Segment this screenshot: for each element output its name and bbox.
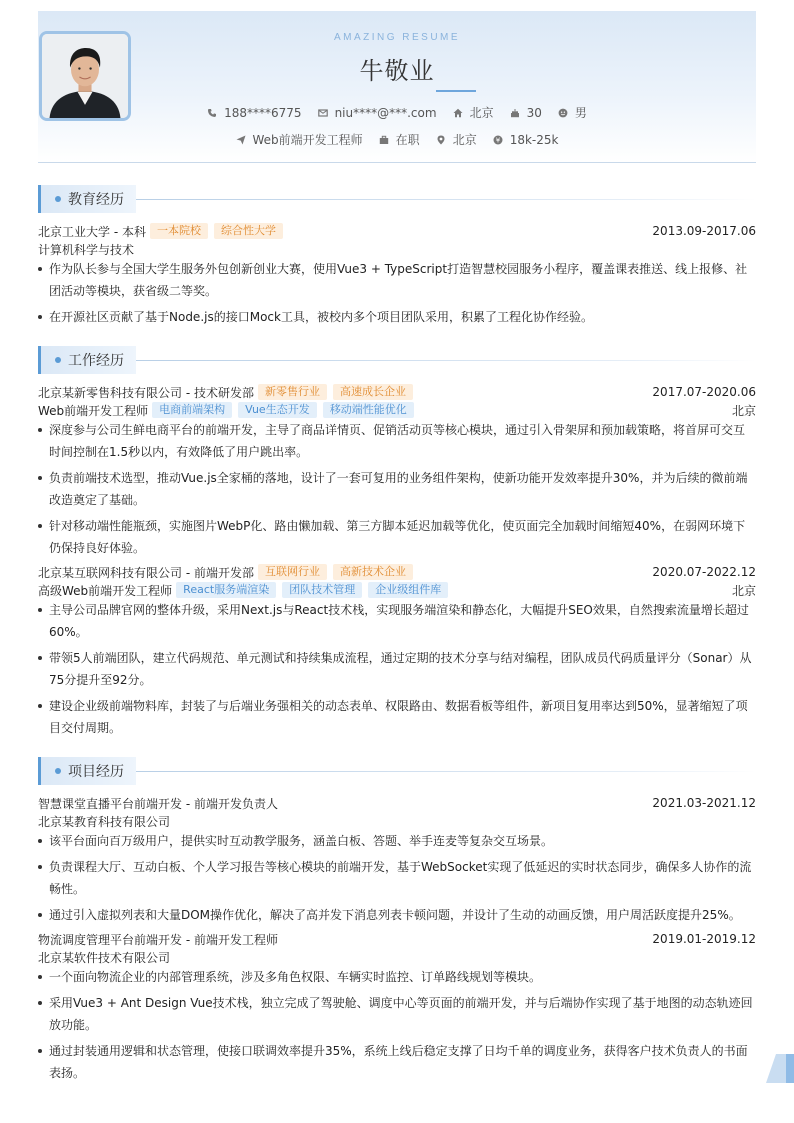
role-tag: 电商前端架构	[152, 402, 232, 418]
list-item: 作为队长参与全国大学生服务外包创新创业大赛，使用Vue3 + TypeScript打造智慧校园服务小程序，覆盖课表推送、线上报修、社团活动等模块，获省级二等奖。	[38, 258, 756, 302]
phone-info	[207, 106, 301, 120]
work-role: Web前端开发工程师	[38, 403, 149, 418]
list-item: 建设企业级前端物料库，封装了与后端业务强相关的动态表单、权限路由、数据看板等组件，新项目复用率达到50%，显著缩短了项目交付周期。	[38, 695, 756, 739]
work-bullets	[38, 419, 756, 559]
work-role-row	[38, 581, 756, 599]
list-item: 负责前端技术选型，推动Vue.js全家桶的落地，设计了一套可复用的业务组件架构，使新功能开发效率提升30%，并为后续的微前端改造奠定了基础。	[38, 467, 756, 511]
section-project-title: 项目经历	[68, 764, 124, 780]
section-dot-icon	[55, 357, 61, 363]
contact-info-row	[38, 104, 756, 121]
project-period: 2021.03-2021.12	[652, 796, 756, 810]
role-tag: 团队技术管理	[282, 582, 362, 598]
work-city: 北京	[731, 403, 756, 418]
project-entry	[38, 930, 756, 1088]
job-intent-row	[38, 131, 756, 148]
company-tag: 高新技术企业	[333, 564, 413, 580]
section-work	[38, 346, 756, 374]
education-entry	[38, 222, 756, 332]
section-work-title: 工作经历	[68, 353, 124, 369]
phone-text: 188****6775	[224, 105, 302, 120]
role-tag: 移动端性能优化	[323, 402, 414, 418]
section-dot-icon	[55, 768, 61, 774]
work-company-row	[38, 563, 756, 581]
company-tag: 新零售行业	[258, 384, 327, 400]
age-text: 30	[526, 105, 542, 120]
corner-decoration	[766, 1054, 794, 1083]
section-education-title: 教育经历	[68, 192, 124, 208]
list-item: 通过封装通用逻辑和状态管理，使接口联调效率提升35%，系统上线后稳定支撑了日均千单的调度业务，获得客户技术负责人的书面表扬。	[38, 1040, 756, 1084]
project-title-row	[38, 794, 756, 812]
education-bullets	[38, 258, 756, 328]
gender-info	[558, 104, 587, 121]
project-bullets	[38, 966, 756, 1084]
project-company: 北京某教育科技有限公司	[38, 814, 171, 829]
list-item: 一个面向物流企业的内部管理系统，涉及多角色权限、车辆实时监控、订单路线规划等模块。	[38, 966, 756, 988]
work-entry	[38, 383, 756, 563]
hometown-info	[453, 104, 494, 121]
job-status-info	[379, 131, 420, 148]
work-company-row	[38, 383, 756, 401]
salary-text: 18k-25k	[509, 132, 559, 147]
role-tag: 企业级组件库	[368, 582, 448, 598]
phone-icon	[207, 108, 217, 118]
candidate-name: 牛敬业	[359, 57, 435, 85]
list-item: 采用Vue3 + Ant Design Vue技术栈，独立完成了驾驶舱、调度中心等页面的前端开发，并与后端协作实现了基于地图的动态轨迹回放功能。	[38, 992, 756, 1036]
list-item: 针对移动端性能瓶颈，实施图片WebP化、路由懒加载、第三方脚本延迟加载等优化，使页面完全加载时间缩短40%，在弱网环境下仍保持良好体验。	[38, 515, 756, 559]
email-text: niu****@***.com	[334, 105, 437, 120]
project-title: 智慧课堂直播平台前端开发 - 前端开发负责人	[38, 796, 278, 811]
education-period: 2013.09-2017.06	[652, 224, 756, 238]
email-info	[318, 106, 437, 120]
send-icon	[236, 135, 246, 145]
work-role: 高级Web前端开发工程师	[38, 583, 173, 598]
header-tagline: AMAZING RESUME	[333, 32, 461, 43]
svg-text:¥: ¥	[495, 136, 500, 145]
work-company: 北京某互联网科技有限公司 - 前端开发部	[38, 565, 254, 580]
section-project	[38, 757, 756, 785]
section-work-tab	[38, 346, 136, 374]
location-pin-icon	[436, 135, 446, 145]
section-dot-icon	[55, 196, 61, 202]
list-item: 在开源社区贡献了基于Node.js的接口Mock工具，被校内多个项目团队采用，积累了工程化协作经验。	[38, 306, 756, 328]
section-divider	[136, 360, 756, 361]
section-project-tab	[38, 757, 136, 785]
job-status-text: 在职	[395, 133, 420, 147]
list-item: 该平台面向百万级用户，提供实时互动教学服务，涵盖白板、答题、举手连麦等复杂交互场景。	[38, 830, 756, 852]
work-period: 2020.07-2022.12	[652, 565, 756, 579]
name-underline	[436, 90, 476, 92]
list-item: 通过引入虚拟列表和大量DOM操作优化，解决了高并发下消息列表卡顿问题，并设计了生动的动画反馈，用户周活跃度提升25%。	[38, 904, 756, 926]
list-item: 负责课程大厅、互动白板、个人学习报告等核心模块的前端开发，基于WebSocket实现了低延迟的实时状态同步，确保多人协作的流畅性。	[38, 856, 756, 900]
project-title-row	[38, 930, 756, 948]
education-major: 计算机科学与技术	[38, 242, 135, 257]
section-education	[38, 185, 756, 213]
list-item: 带领5人前端团队，建立代码规范、单元测试和持续集成流程，通过定期的技术分享与结对编程，团队成员代码质量评分（Sonar）从75分提升至92分。	[38, 647, 756, 691]
salary-info	[493, 133, 559, 147]
project-period: 2019.01-2019.12	[652, 932, 756, 946]
work-bullets	[38, 599, 756, 739]
company-tag: 高速成长企业	[333, 384, 413, 400]
salary-icon	[493, 135, 503, 145]
target-city-text: 北京	[452, 133, 477, 147]
target-job-text: Web前端开发工程师	[252, 133, 363, 147]
list-item: 主导公司品牌官网的整体升级，采用Next.js与React技术栈，实现服务端渲染和静态化，大幅提升SEO效果，自然搜索流量增长超过60%。	[38, 599, 756, 643]
project-bullets	[38, 830, 756, 926]
project-company: 北京某软件技术有限公司	[38, 950, 171, 965]
education-tag: 综合性大学	[214, 223, 283, 239]
company-tag: 互联网行业	[258, 564, 327, 580]
project-company-row	[38, 948, 756, 966]
work-city: 北京	[731, 583, 756, 598]
section-education-tab	[38, 185, 136, 213]
project-title: 物流调度管理平台前端开发 - 前端开发工程师	[38, 932, 278, 947]
education-header-row	[38, 222, 756, 240]
cake-icon	[510, 108, 520, 118]
home-icon	[453, 108, 463, 118]
work-period: 2017.07-2020.06	[652, 385, 756, 399]
list-item: 深度参与公司生鲜电商平台的前端开发，主导了商品详情页、促销活动页等核心模块，通过引入骨架屏和预加载策略，将首屏可交互时间控制在1.5秒以内，有效降低了用户跳出率。	[38, 419, 756, 463]
education-major-row	[38, 240, 756, 258]
project-company-row	[38, 812, 756, 830]
briefcase-icon	[379, 135, 389, 145]
role-tag: Vue生态开发	[238, 402, 317, 418]
resume-header	[38, 11, 756, 163]
target-job-info	[236, 131, 363, 148]
education-school: 北京工业大学 - 本科	[38, 224, 146, 239]
work-role-row	[38, 401, 756, 419]
role-tag: React服务端渲染	[176, 582, 276, 598]
mail-icon	[318, 108, 328, 118]
gender-text: 男	[574, 106, 587, 120]
education-tag: 一本院校	[150, 223, 208, 239]
work-company: 北京某新零售科技有限公司 - 技术研发部	[38, 385, 254, 400]
project-entry	[38, 794, 756, 930]
target-city-info	[436, 131, 477, 148]
work-entry	[38, 563, 756, 743]
age-info	[510, 106, 542, 120]
hometown-text: 北京	[469, 106, 494, 120]
section-divider	[136, 771, 756, 772]
gender-icon	[558, 108, 568, 118]
section-divider	[136, 199, 756, 200]
